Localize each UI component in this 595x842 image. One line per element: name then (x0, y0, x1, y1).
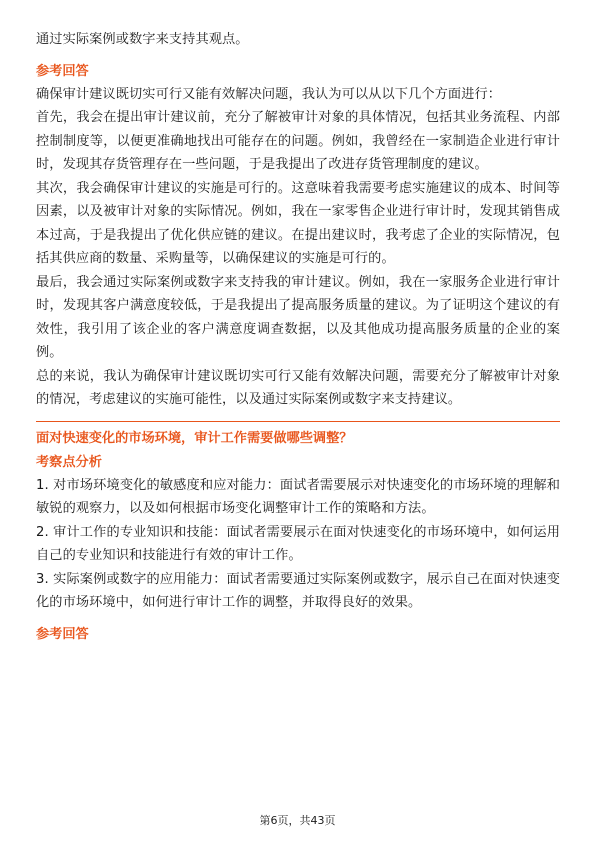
answer1-paragraph: 首先，我会在提出审计建议前，充分了解被审计对象的具体情况，包括其业务流程、内部控制制度等，以便更准确地找出可能存在的问题。例如，我曾经在一家制造企业进行审计时，发现其存货管理存在一些问题，于是我提出了改进存货管理制度的建议。 (36, 110, 560, 172)
analysis-point: 2. 审计工作的专业知识和技能：面试者需要展示在面对快速变化的市场环境中，如何运用自己的专业知识和技能进行有效的审计工作。 (36, 524, 560, 563)
analysis-point: 1. 对市场环境变化的敏感度和应对能力：面试者需要展示对快速变化的市场环境的理解和敏锐的观察力，以及如何根据市场变化调整审计工作的策略和方法。 (36, 477, 560, 516)
answer1-paragraph: 总的来说，我认为确保审计建议既切实可行又能有效解决问题，需要充分了解被审计对象的情况，考虑建议的实施可能性，以及通过实际案例或数字来支持建议。 (36, 368, 560, 407)
answer1-paragraph: 其次，我会确保审计建议的实施是可行的。这意味着我需要考虑实施建议的成本、时间等因素，以及被审计对象的实际情况。例如，我在一家零售企业进行审计时，发现其销售成本过高，于是我提出了优化供应链的建议。在提出建议时，我考虑了企业的实际情况，包括其供应商的数量、采购量等，以确保建议的实施是可行的。 (36, 180, 560, 266)
intro-tail-text: 通过实际案例或数字来支持其观点。 (36, 32, 249, 47)
answer2-heading: 参考回答 (36, 626, 89, 642)
answer1-heading: 参考回答 (36, 63, 89, 79)
question2-title: 面对快速变化的市场环境，审计工作需要做哪些调整？ (36, 430, 353, 446)
analysis-point: 3. 实际案例或数字的应用能力：面试者需要通过实际案例或数字，展示自己在面对快速变化的市场环境中，如何进行审计工作的调整，并取得良好的效果。 (36, 571, 560, 610)
page-number: 第6页，共43页 (259, 814, 336, 827)
answer1-paragraph: 确保审计建议既切实可行又能有效解决问题，我认为可以从以下几个方面进行： (36, 86, 502, 102)
analysis-heading: 考察点分析 (36, 454, 102, 470)
section-divider (36, 421, 560, 422)
answer1-paragraph: 最后，我会通过实际案例或数字来支持我的审计建议。例如，我在一家服务企业进行审计时，发现其客户满意度较低，于是我提出了提高服务质量的建议。为了证明这个建议的有效性，我引用了该企业的客户满意度调查数据，以及其他成功提高服务质量的企业的案例。 (36, 274, 560, 360)
document-page (36, 28, 560, 646)
